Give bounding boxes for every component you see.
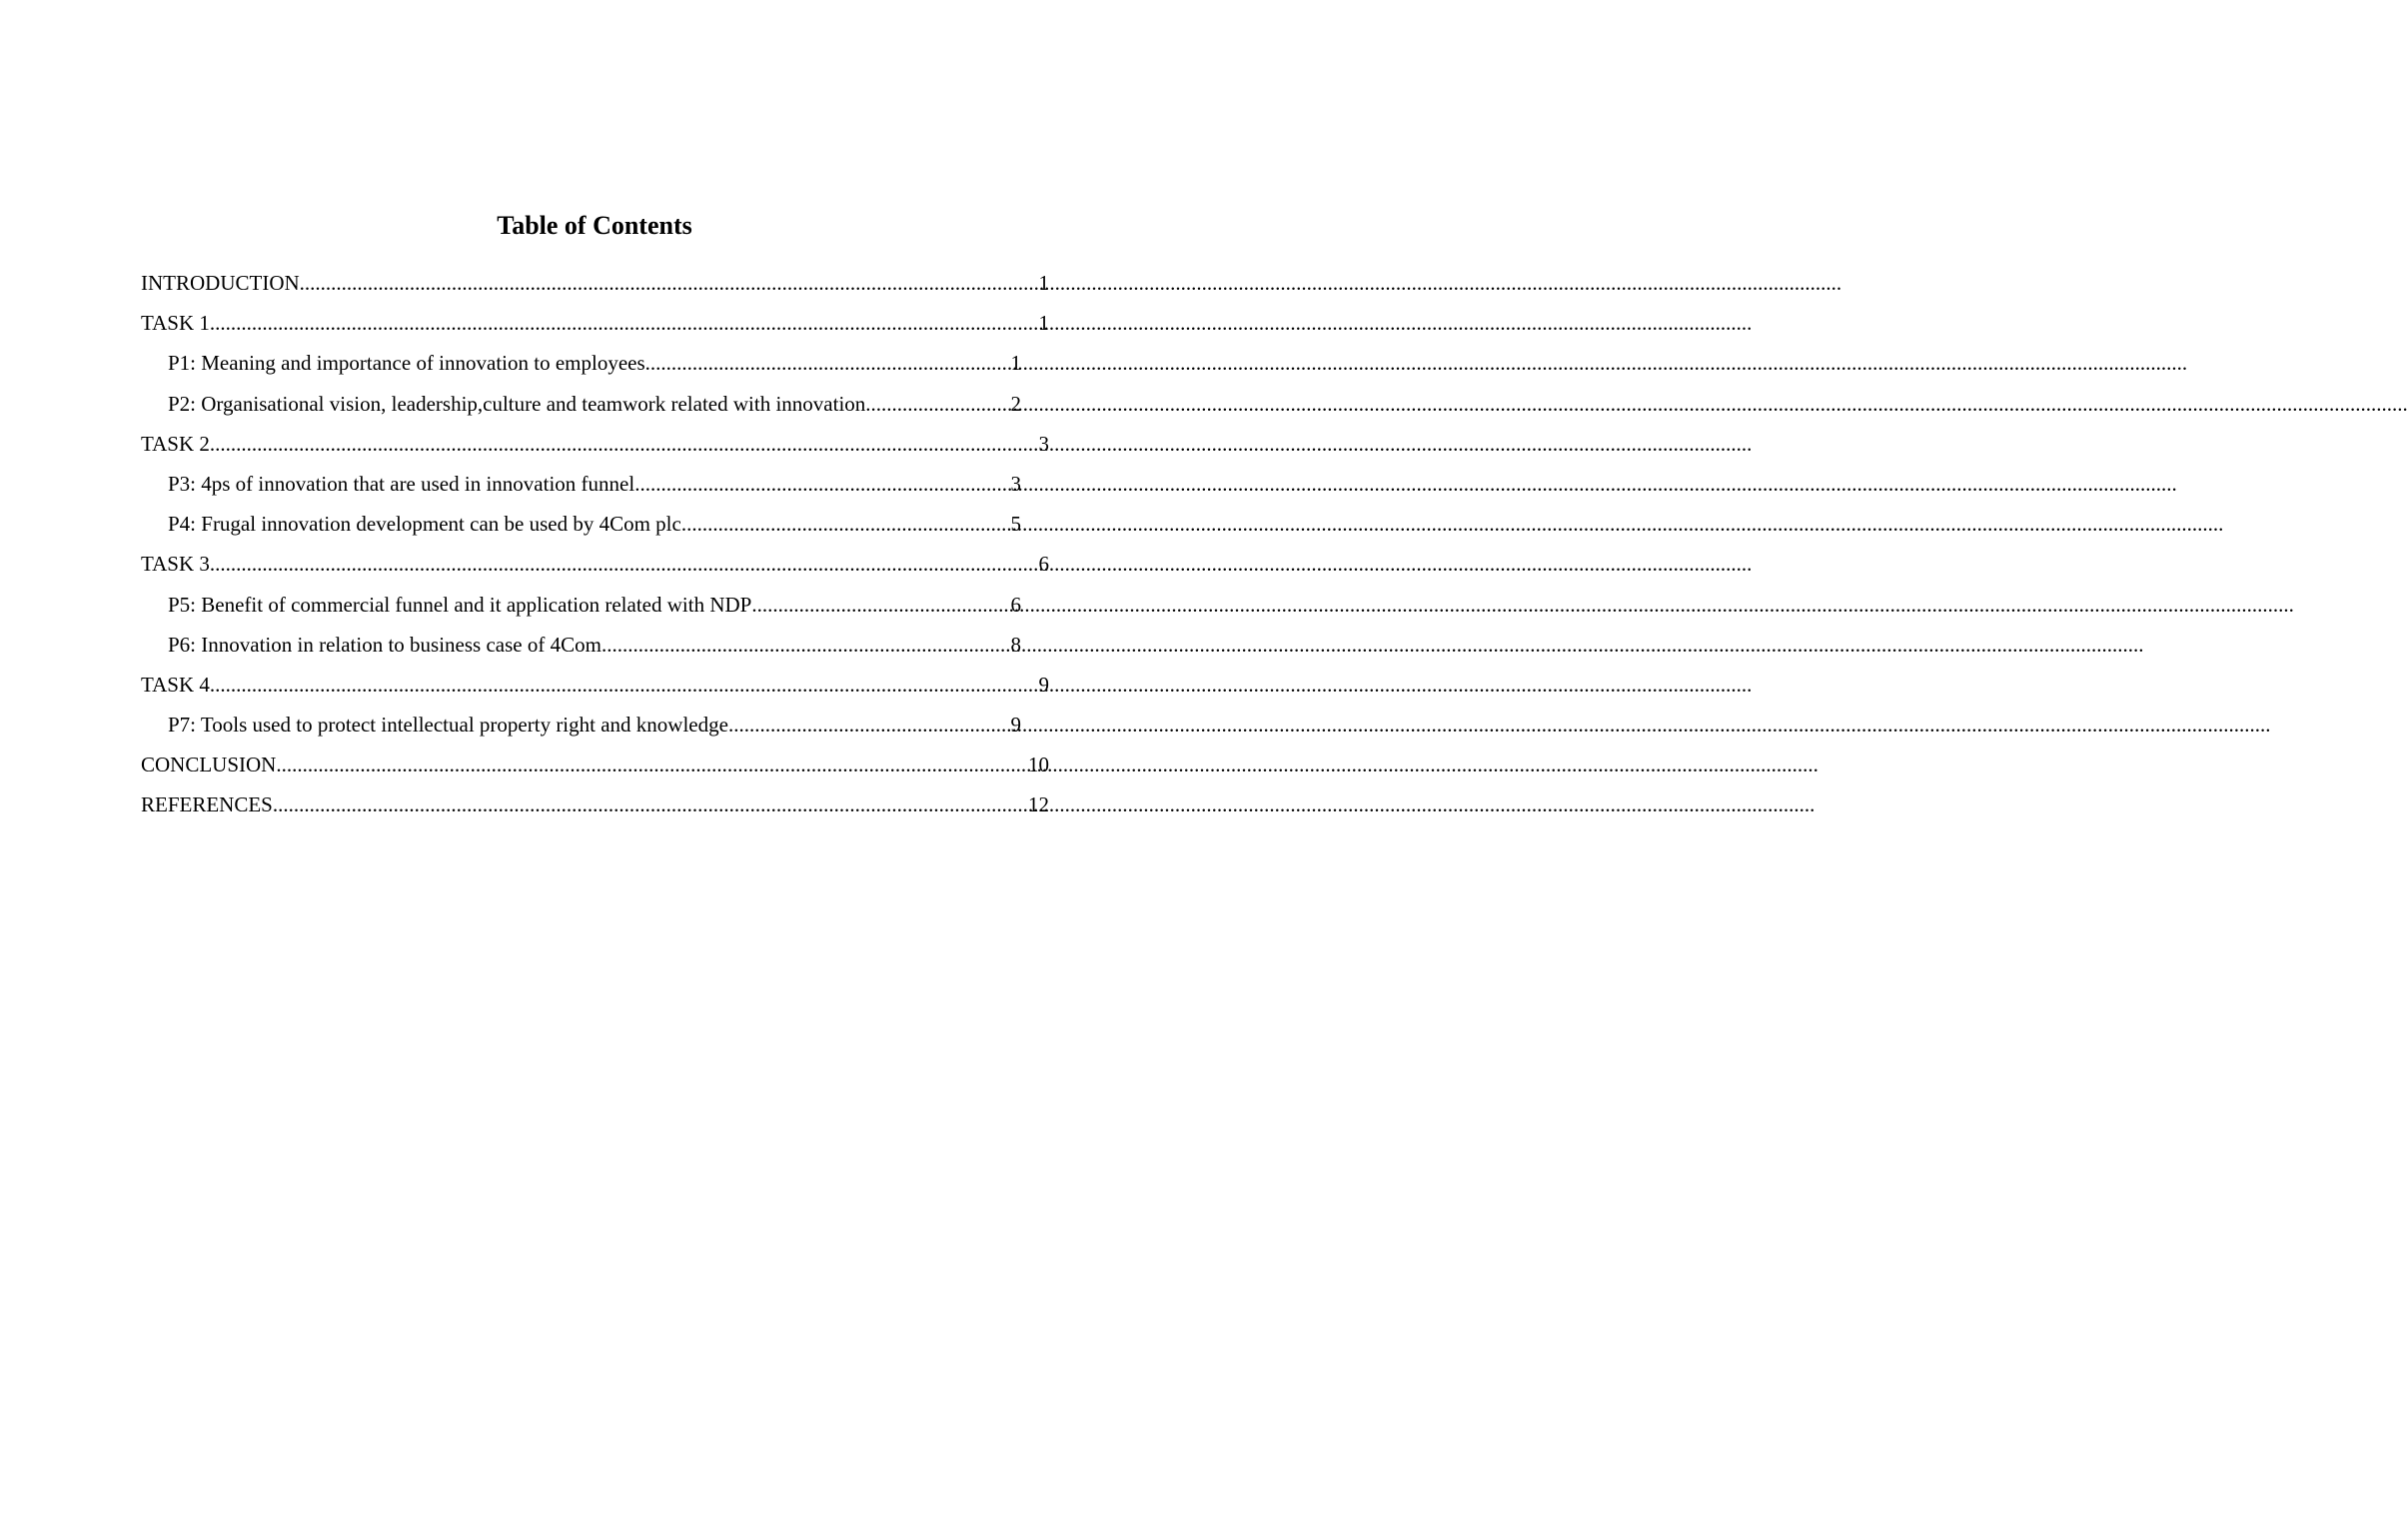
toc-entry-task-4[interactable] bbox=[141, 668, 1049, 708]
toc-entry-label: TASK 2 bbox=[141, 431, 210, 456]
toc-entry-label: P6: Innovation in relation to business case of 4Com bbox=[168, 632, 602, 657]
toc-title: Table of Contents bbox=[497, 211, 692, 240]
document-page bbox=[0, 0, 1189, 1539]
toc-page-number: 10 bbox=[1028, 753, 1049, 777]
toc-entry-task-2[interactable] bbox=[141, 427, 1049, 467]
toc-page-number: 9 bbox=[1038, 672, 1049, 697]
toc-entry-label: P1: Meaning and importance of innovation to employees bbox=[168, 351, 645, 376]
toc-page-number: 6 bbox=[1038, 552, 1049, 577]
toc-dot-leader bbox=[751, 588, 1010, 622]
toc-entry-task-1[interactable] bbox=[141, 306, 1049, 346]
toc-entry-conclusion[interactable] bbox=[141, 748, 1049, 787]
toc-entry-references[interactable] bbox=[141, 787, 1049, 827]
toc-entry-label: P7: Tools used to protect intellectual property right and knowledge bbox=[168, 713, 728, 738]
toc-dot-leader bbox=[634, 467, 1010, 501]
toc-entry-task-3[interactable] bbox=[141, 547, 1049, 587]
toc-page-number: 1 bbox=[1038, 271, 1049, 295]
toc-dot-leader bbox=[210, 547, 1039, 581]
toc-page-number: 9 bbox=[1010, 713, 1021, 738]
toc-dot-leader bbox=[728, 708, 1011, 742]
toc-dot-leader bbox=[273, 787, 1028, 821]
toc-dot-leader bbox=[681, 507, 1011, 541]
toc-entry-p3[interactable] bbox=[141, 467, 1049, 507]
toc-entry-p1[interactable] bbox=[141, 346, 1049, 386]
toc-entry-label: P3: 4ps of innovation that are used in innovation funnel bbox=[168, 471, 635, 496]
toc-entry-label: TASK 3 bbox=[141, 552, 210, 577]
toc-dot-leader bbox=[602, 628, 1011, 662]
toc-entry-label: P4: Frugal innovation development can be used by 4Com plc bbox=[168, 512, 681, 537]
toc-page-number: 2 bbox=[1010, 391, 1021, 416]
toc-entry-label: TASK 4 bbox=[141, 672, 210, 697]
toc-entry-p7[interactable] bbox=[141, 708, 1049, 748]
toc-entry-p2[interactable] bbox=[141, 387, 1049, 427]
toc-entry-label: P2: Organisational vision, leadership,culture and teamwork related with innovation bbox=[168, 391, 866, 416]
toc-dot-leader bbox=[865, 387, 1010, 421]
toc-entry-p6[interactable] bbox=[141, 628, 1049, 668]
toc-entry-introduction[interactable] bbox=[141, 266, 1049, 306]
toc-entry-label: INTRODUCTION bbox=[141, 271, 300, 295]
toc-page-number: 5 bbox=[1010, 512, 1021, 537]
toc-dot-leader bbox=[276, 748, 1028, 781]
toc-page-number: 8 bbox=[1010, 632, 1021, 657]
toc-dot-leader bbox=[300, 266, 1039, 300]
toc-entry-p4[interactable] bbox=[141, 507, 1049, 547]
toc-entry-label: CONCLUSION bbox=[141, 753, 277, 777]
toc-list bbox=[141, 266, 1049, 828]
toc-page-number: 3 bbox=[1038, 431, 1049, 456]
toc-page-number: 3 bbox=[1010, 471, 1021, 496]
toc-page-number: 12 bbox=[1028, 792, 1049, 817]
toc-entry-p5[interactable] bbox=[141, 588, 1049, 628]
toc-dot-leader bbox=[210, 668, 1039, 702]
toc-page-number: 1 bbox=[1038, 311, 1049, 336]
toc-dot-leader bbox=[210, 306, 1039, 340]
toc-dot-leader bbox=[210, 427, 1039, 461]
toc-entry-label: TASK 1 bbox=[141, 311, 210, 336]
toc-entry-label: P5: Benefit of commercial funnel and it application related with NDP bbox=[168, 592, 752, 617]
toc-page-number: 1 bbox=[1010, 351, 1021, 376]
toc-dot-leader bbox=[645, 346, 1011, 380]
toc-entry-label: REFERENCES bbox=[141, 792, 273, 817]
toc-page-number: 6 bbox=[1010, 592, 1021, 617]
